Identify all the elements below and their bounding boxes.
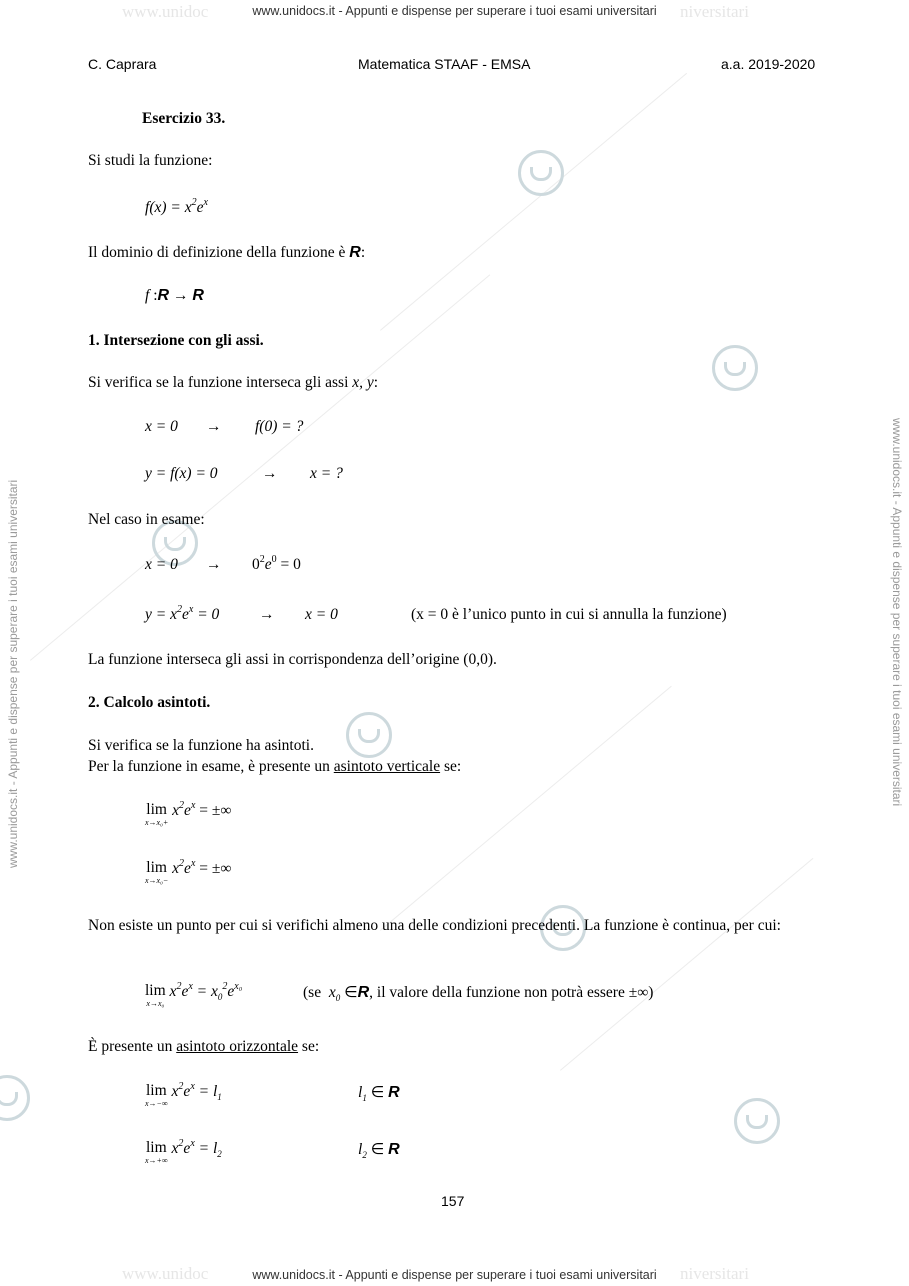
section1-conclusion: La funzione interseca gli assi in corrispondenza dell’origine (0,0). [88, 651, 497, 668]
section2-line2: Per la funzione in esame, è presente un asintoto verticale se: [88, 758, 462, 775]
watermark-bottom: www.unidocs.it - Appunti e dispense per superare i tuoi esami universitari [252, 1268, 657, 1282]
limit-vertical-left: lim x→x₀− $x^2e^x$ = ±∞ [145, 858, 232, 885]
case-formula-1-right: $0^2e^0 = 0$ [252, 554, 301, 573]
limit-horizontal-plus-inf: lim x→+∞ $x^2e^x = l_2$ [145, 1138, 222, 1165]
exercise-title: Esercizio 33. [142, 110, 226, 127]
limit-vertical-right: lim x→x₀+ $x^2e^x$ = ±∞ [145, 800, 232, 827]
watermark-diagonal-line [380, 73, 687, 331]
page-number: 157 [441, 1193, 465, 1209]
continuity-paragraph: Non esiste un punto per cui si verifichi almeno una delle condizioni precedenti. La funzione è continua, per cui: [88, 917, 781, 934]
mapping-formula: f :R → R [145, 287, 204, 304]
domain-text: Il dominio di definizione della funzione è R: [88, 244, 366, 261]
watermark-diagonal-line [380, 686, 672, 931]
watermark-ghost-left: www.unidoc [122, 2, 209, 21]
section2-line1: Si verifica se la funzione ha asintoti. [88, 737, 314, 754]
case-formula-2-arrow: → [259, 606, 275, 623]
unidocs-logo-icon [346, 712, 392, 758]
watermark-top: www.unidocs.it - Appunti e dispense per superare i tuoi esami universitari [252, 4, 657, 18]
general-formula-2-right: x = ? [310, 465, 343, 482]
function-definition: $f(x) = x^2e^x$ [145, 197, 208, 216]
unidocs-logo-icon [712, 345, 758, 391]
watermark-ghost-left: www.unidoc [122, 1264, 209, 1283]
general-formula-1-right: f(0) = ? [255, 418, 304, 435]
general-formula-2-arrow: → [262, 465, 278, 482]
limit-continuity-note: (se $x_0$ ∈R, il valore della funzione non potrà essere ±∞) [303, 984, 654, 1003]
header-course: Matematica STAAF - EMSA [358, 56, 531, 72]
watermark-ghost-right: niversitari [680, 2, 749, 21]
watermark-side-left: www.unidocs.it - Appunti e dispense per superare i tuoi esami universitari [6, 479, 20, 868]
section1-title: 1. Intersezione con gli assi. [88, 332, 264, 349]
general-formula-2-left: y = f(x) = 0 [145, 465, 218, 482]
watermark-side-right: www.unidocs.it - Appunti e dispense per superare i tuoi esami universitari [890, 418, 904, 807]
general-formula-1-arrow: → [206, 418, 222, 435]
case-formula-1-arrow: → [206, 556, 222, 573]
general-formula-1-left: x = 0 [145, 418, 178, 435]
unidocs-logo-icon [0, 1075, 30, 1121]
case-formula-2-right: x = 0 [305, 606, 338, 623]
header-year: a.a. 2019-2020 [721, 56, 816, 72]
l1-membership: $l_1$ ∈ R [358, 1084, 400, 1103]
watermark-diagonal-line [560, 858, 813, 1071]
case-text: Nel caso in esame: [88, 511, 205, 528]
case-formula-2-note: (x = 0 è l’unico punto in cui si annulla la funzione) [411, 606, 727, 623]
l2-membership: $l_2$ ∈ R [358, 1141, 400, 1160]
horizontal-asymptote-text: È presente un asintoto orizzontale se: [88, 1038, 320, 1055]
intro-text: Si studi la funzione: [88, 152, 213, 169]
section1-text: Si verifica se la funzione interseca gli assi x, y: [88, 374, 379, 391]
section2-title: 2. Calcolo asintoti. [88, 694, 211, 711]
unidocs-logo-icon [734, 1098, 780, 1144]
limit-continuity: lim x→x₀ $x^2e^x = x_0^2e^{x_0}$ [145, 981, 243, 1008]
unidocs-logo-icon [518, 150, 564, 196]
case-formula-2-left: $y = x^2e^x = 0$ [145, 604, 220, 623]
case-formula-1-left: x = 0 [145, 556, 178, 573]
header-author: C. Caprara [88, 56, 157, 72]
watermark-ghost-right: niversitari [680, 1264, 749, 1283]
limit-horizontal-minus-inf: lim x→−∞ $x^2e^x = l_1$ [145, 1081, 222, 1108]
